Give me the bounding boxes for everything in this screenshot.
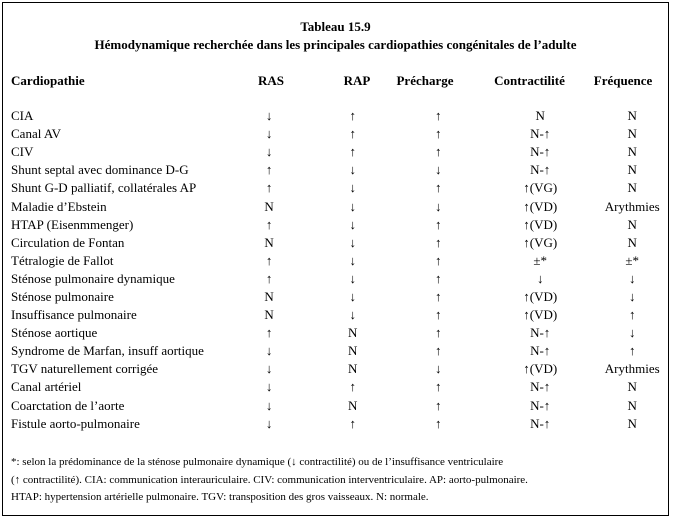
cell-contractilite: N-↑	[530, 379, 551, 395]
cell-precharge: ↓	[435, 198, 442, 214]
cell-precharge: ↑	[435, 126, 442, 142]
header-cardiopathie: Cardiopathie	[11, 73, 85, 88]
cell-contractilite: ↓	[536, 270, 544, 286]
cell-cardiopathie: Sténose pulmonaire	[11, 288, 114, 304]
cell-contractilite: N	[535, 108, 545, 124]
cell-rap: ↓	[349, 307, 356, 323]
cell-frequence: N	[627, 162, 637, 178]
header-frequence: Fréquence	[593, 73, 653, 88]
cell-cardiopathie: Fistule aorto-pulmonaire	[11, 415, 140, 431]
cell-cardiopathie: Insuffisance pulmonaire	[11, 307, 137, 323]
footnote-line: (↑ contractilité). CIA: communication interauriculaire. CIV: communication interventriculaire. AP: aorto-pulmonaire.	[11, 473, 528, 486]
cell-precharge: ↑	[435, 397, 442, 413]
cell-frequence: N	[627, 397, 637, 413]
cell-frequence: N	[627, 216, 637, 232]
cell-ras: N	[264, 288, 274, 304]
cell-cardiopathie: Canal AV	[11, 126, 61, 142]
table-row	[11, 288, 668, 306]
cell-contractilite: ↑(VD)	[523, 288, 558, 304]
header-precharge: Précharge	[396, 73, 454, 88]
table-row	[11, 324, 668, 342]
cell-cardiopathie: HTAP (Eisenmmenger)	[11, 216, 134, 232]
footnote-line: HTAP: hypertension artérielle pulmonaire. TGV: transposition des gros vaisseaux. N: normale.	[11, 491, 429, 503]
cell-cardiopathie: Circulation de Fontan	[11, 234, 125, 250]
cell-rap: ↓	[349, 234, 356, 250]
cell-contractilite: N-↑	[530, 126, 551, 142]
cell-precharge: ↑	[435, 270, 442, 286]
cell-contractilite: N-↑	[530, 343, 551, 359]
table-row	[11, 270, 668, 288]
cell-frequence: Arythmies	[604, 198, 660, 214]
cell-contractilite: ↑(VD)	[523, 216, 558, 232]
cell-ras: ↑	[265, 270, 273, 286]
cell-ras: ↓	[265, 361, 273, 377]
cell-precharge: ↑	[435, 180, 442, 196]
cell-rap: ↓	[349, 180, 356, 196]
cell-frequence: Arythmies	[604, 361, 660, 377]
cell-precharge: ↑	[435, 252, 442, 268]
table-row	[11, 360, 668, 378]
cell-frequence: ↓	[628, 325, 636, 341]
header-rap: RAP	[343, 73, 371, 88]
cell-precharge: ↑	[435, 108, 442, 124]
table-row	[11, 179, 668, 197]
cell-rap: ↑	[349, 415, 356, 431]
cell-cardiopathie: CIA	[11, 108, 34, 124]
table-row	[11, 306, 668, 324]
table-row	[11, 107, 668, 125]
cell-contractilite: N-↑	[530, 144, 551, 160]
cell-precharge: ↑	[435, 144, 442, 160]
cell-contractilite: ↑(VD)	[523, 361, 558, 377]
table-row	[11, 125, 668, 143]
cell-rap: N	[348, 397, 358, 413]
footnote-line: *: selon la prédominance de la sténose pulmonaire dynamique (↓ contractilité) ou de l’insuffisance ventriculaire	[11, 456, 504, 468]
table-row	[11, 161, 668, 179]
cell-cardiopathie: Tétralogie de Fallot	[11, 252, 114, 268]
footnote	[11, 454, 663, 507]
table-row	[11, 252, 668, 270]
cell-precharge: ↑	[435, 307, 442, 323]
cell-frequence: ↓	[628, 270, 636, 286]
cell-ras: ↓	[265, 343, 273, 359]
data-table	[11, 107, 668, 433]
cell-cardiopathie: Maladie d’Ebstein	[11, 198, 107, 214]
cell-contractilite: ↑(VG)	[523, 180, 558, 196]
header-ras: RAS	[257, 73, 284, 88]
cell-contractilite: ↑(VG)	[523, 234, 558, 250]
cell-rap: ↓	[349, 198, 356, 214]
cell-precharge: ↑	[435, 379, 442, 395]
table-row	[11, 397, 668, 415]
cell-contractilite: ↑(VD)	[523, 198, 558, 214]
cell-precharge: ↑	[435, 234, 442, 250]
cell-ras: N	[264, 234, 274, 250]
cell-frequence: N	[627, 144, 637, 160]
cell-ras: ↑	[265, 162, 273, 178]
cell-contractilite: ↑(VD)	[523, 307, 558, 323]
cell-cardiopathie: Sténose pulmonaire dynamique	[11, 270, 175, 286]
cell-contractilite: N-↑	[530, 415, 551, 431]
cell-precharge: ↑	[435, 415, 442, 431]
cell-ras: ↓	[265, 144, 273, 160]
table-row	[11, 197, 668, 215]
cell-precharge: ↓	[435, 162, 442, 178]
cell-frequence: ↑	[628, 307, 636, 323]
header-contractilite: Contractilité	[494, 73, 565, 88]
cell-rap: ↓	[349, 252, 356, 268]
cell-ras: N	[264, 307, 274, 323]
cell-contractilite: ±*	[533, 252, 548, 268]
cell-rap: ↑	[349, 126, 356, 142]
cell-precharge: ↑	[435, 288, 442, 304]
table-frame	[2, 2, 669, 516]
table-row	[11, 216, 668, 234]
cell-cardiopathie: CIV	[11, 144, 34, 160]
cell-ras: ↓	[265, 379, 273, 395]
cell-ras: ↑	[265, 252, 273, 268]
table-row	[11, 415, 668, 433]
cell-contractilite: N-↑	[530, 397, 551, 413]
cell-precharge: ↓	[435, 361, 442, 377]
cell-cardiopathie: Shunt G-D palliatif, collatérales AP	[11, 180, 197, 196]
cell-rap: N	[348, 361, 358, 377]
cell-ras: ↓	[265, 126, 273, 142]
cell-rap: ↑	[349, 144, 356, 160]
table-row	[11, 234, 668, 252]
cell-ras: ↓	[265, 108, 273, 124]
cell-frequence: N	[627, 379, 637, 395]
cell-rap: ↓	[349, 216, 356, 232]
table-caption: Hémodynamique recherchée dans les principales cardiopathies congénitales de l’adulte	[94, 37, 577, 52]
cell-frequence: N	[627, 180, 637, 196]
cell-frequence: N	[627, 126, 637, 142]
cell-precharge: ↑	[435, 343, 442, 359]
cell-cardiopathie: Canal artériel	[11, 379, 82, 395]
cell-ras: ↑	[265, 180, 273, 196]
cell-ras: ↑	[265, 325, 273, 341]
cell-rap: ↓	[349, 162, 356, 178]
cell-frequence: N	[627, 234, 637, 250]
cell-rap: ↑	[349, 108, 356, 124]
cell-rap: ↓	[349, 270, 356, 286]
cell-cardiopathie: TGV naturellement corrigée	[11, 361, 159, 377]
cell-ras: ↑	[265, 216, 273, 232]
cell-precharge: ↑	[435, 216, 442, 232]
table-row	[11, 143, 668, 161]
cell-rap: N	[348, 325, 358, 341]
cell-frequence: N	[627, 415, 637, 431]
cell-rap: N	[348, 343, 358, 359]
cell-frequence: ±*	[625, 252, 640, 268]
cell-frequence: ↑	[628, 343, 636, 359]
table-body	[11, 107, 668, 433]
cell-frequence: ↓	[628, 288, 636, 304]
cell-cardiopathie: Shunt septal avec dominance D-G	[11, 162, 189, 178]
cell-cardiopathie: Coarctation de l’aorte	[11, 397, 125, 413]
cell-rap: ↓	[349, 288, 356, 304]
cell-frequence: N	[627, 108, 637, 124]
cell-ras: ↓	[265, 415, 273, 431]
cell-ras: N	[264, 198, 274, 214]
cell-precharge: ↑	[435, 325, 442, 341]
table-row	[11, 342, 668, 360]
cell-cardiopathie: Sténose aortique	[11, 325, 98, 341]
cell-rap: ↑	[349, 379, 356, 395]
table-row	[11, 378, 668, 396]
cell-ras: ↓	[265, 397, 273, 413]
cell-contractilite: N-↑	[530, 162, 551, 178]
cell-contractilite: N-↑	[530, 325, 551, 341]
cell-cardiopathie: Syndrome de Marfan, insuff aortique	[11, 343, 204, 359]
table-number: Tableau 15.9	[300, 19, 371, 34]
